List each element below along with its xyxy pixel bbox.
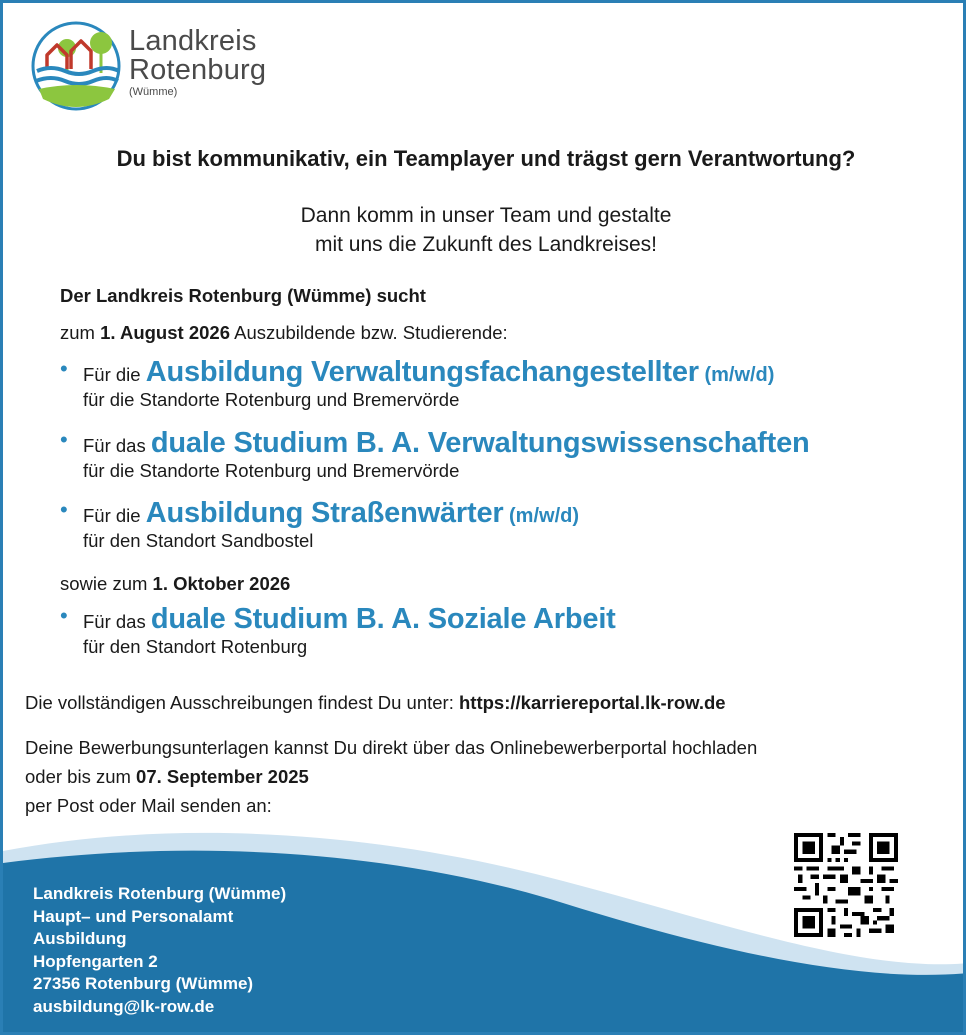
subline-line-1: Dann komm in unser Team und gestalte: [300, 204, 672, 227]
list-item: [60, 356, 774, 411]
start-date-august: [60, 322, 508, 344]
item-prefix: Für das: [83, 435, 151, 456]
item-gender: (m/w/d): [698, 364, 775, 386]
item-title: Ausbildung Straßenwärter: [145, 497, 504, 529]
bullet-icon: •: [60, 497, 68, 522]
list-item: [60, 427, 810, 482]
subline-line-2: mit uns die Zukunft des Landkreises!: [314, 233, 657, 256]
item-location: für die Standorte Rotenburg und Bremervörde: [83, 389, 460, 410]
contact-email[interactable]: ausbildung@lk-row.de: [33, 996, 215, 1016]
portal-text: Die vollständigen Ausschreibungen findest Du unter:: [25, 692, 459, 713]
item-title: duale Studium B. A. Soziale Arbeit: [150, 603, 616, 635]
item-prefix: Für die: [83, 505, 146, 526]
seeks-text: Der Landkreis Rotenburg (Wümme) sucht: [60, 285, 426, 306]
landkreis-logo-icon: [31, 21, 121, 111]
headline: Du bist kommunikativ, ein Teamplayer und trägst gern Verantwortung?: [116, 146, 856, 171]
item-location: für den Standort Sandbostel: [83, 530, 314, 551]
item-location: für die Standorte Rotenburg und Bremervörde: [83, 460, 460, 481]
address-line-3: Ausbildung: [33, 929, 127, 948]
apply-line-2-prefix: oder bis zum: [25, 766, 137, 787]
date1-date: 1. August 2026: [100, 322, 230, 343]
logo-line-2: Rotenburg: [129, 54, 267, 86]
date1-suffix: Auszubildende bzw. Studierende:: [229, 322, 508, 343]
portal-info: [25, 688, 726, 717]
item-title: duale Studium B. A. Verwaltungswissenschaften: [150, 427, 810, 459]
apply-line-3: per Post oder Mail senden an:: [25, 795, 272, 816]
date1-prefix: zum: [60, 322, 101, 343]
address-line-1: Landkreis Rotenburg (Wümme): [33, 884, 287, 903]
apply-line-1: Deine Bewerbungsunterlagen kannst Du direkt über das Onlinebewerberportal hochladen: [25, 737, 758, 758]
logo-text: [129, 27, 266, 98]
start-date-october: [60, 573, 290, 595]
subline: [3, 201, 966, 259]
bullet-icon: •: [60, 603, 68, 628]
portal-link[interactable]: https://karriereportal.lk-row.de: [459, 692, 726, 713]
item-prefix: Für die: [83, 364, 146, 385]
list-item: [60, 603, 616, 658]
bullet-icon: •: [60, 356, 68, 381]
contact-address: [33, 883, 286, 1018]
address-line-5: 27356 Rotenburg (Wümme): [33, 974, 254, 993]
item-location: für den Standort Rotenburg: [83, 636, 308, 657]
item-gender: (m/w/d): [503, 505, 580, 527]
list-item: [60, 497, 579, 552]
application-deadline: 07. September 2025: [136, 766, 309, 787]
application-info: [25, 733, 757, 820]
item-prefix: Für das: [83, 611, 151, 632]
logo-line-1: Landkreis: [129, 25, 257, 57]
logo: [31, 21, 266, 111]
address-line-4: Hopfengarten 2: [33, 951, 158, 971]
date2-date: 1. Oktober 2026: [152, 573, 291, 594]
date2-prefix: sowie zum: [60, 573, 153, 594]
qr-code-icon[interactable]: [794, 833, 898, 937]
logo-line-3: (Wümme): [129, 86, 178, 98]
bullet-icon: •: [60, 427, 68, 452]
address-line-2: Haupt– und Personalamt: [33, 906, 234, 926]
item-title: Ausbildung Verwaltungsfachangestellter: [145, 356, 699, 388]
apply-line-2: [25, 762, 757, 791]
